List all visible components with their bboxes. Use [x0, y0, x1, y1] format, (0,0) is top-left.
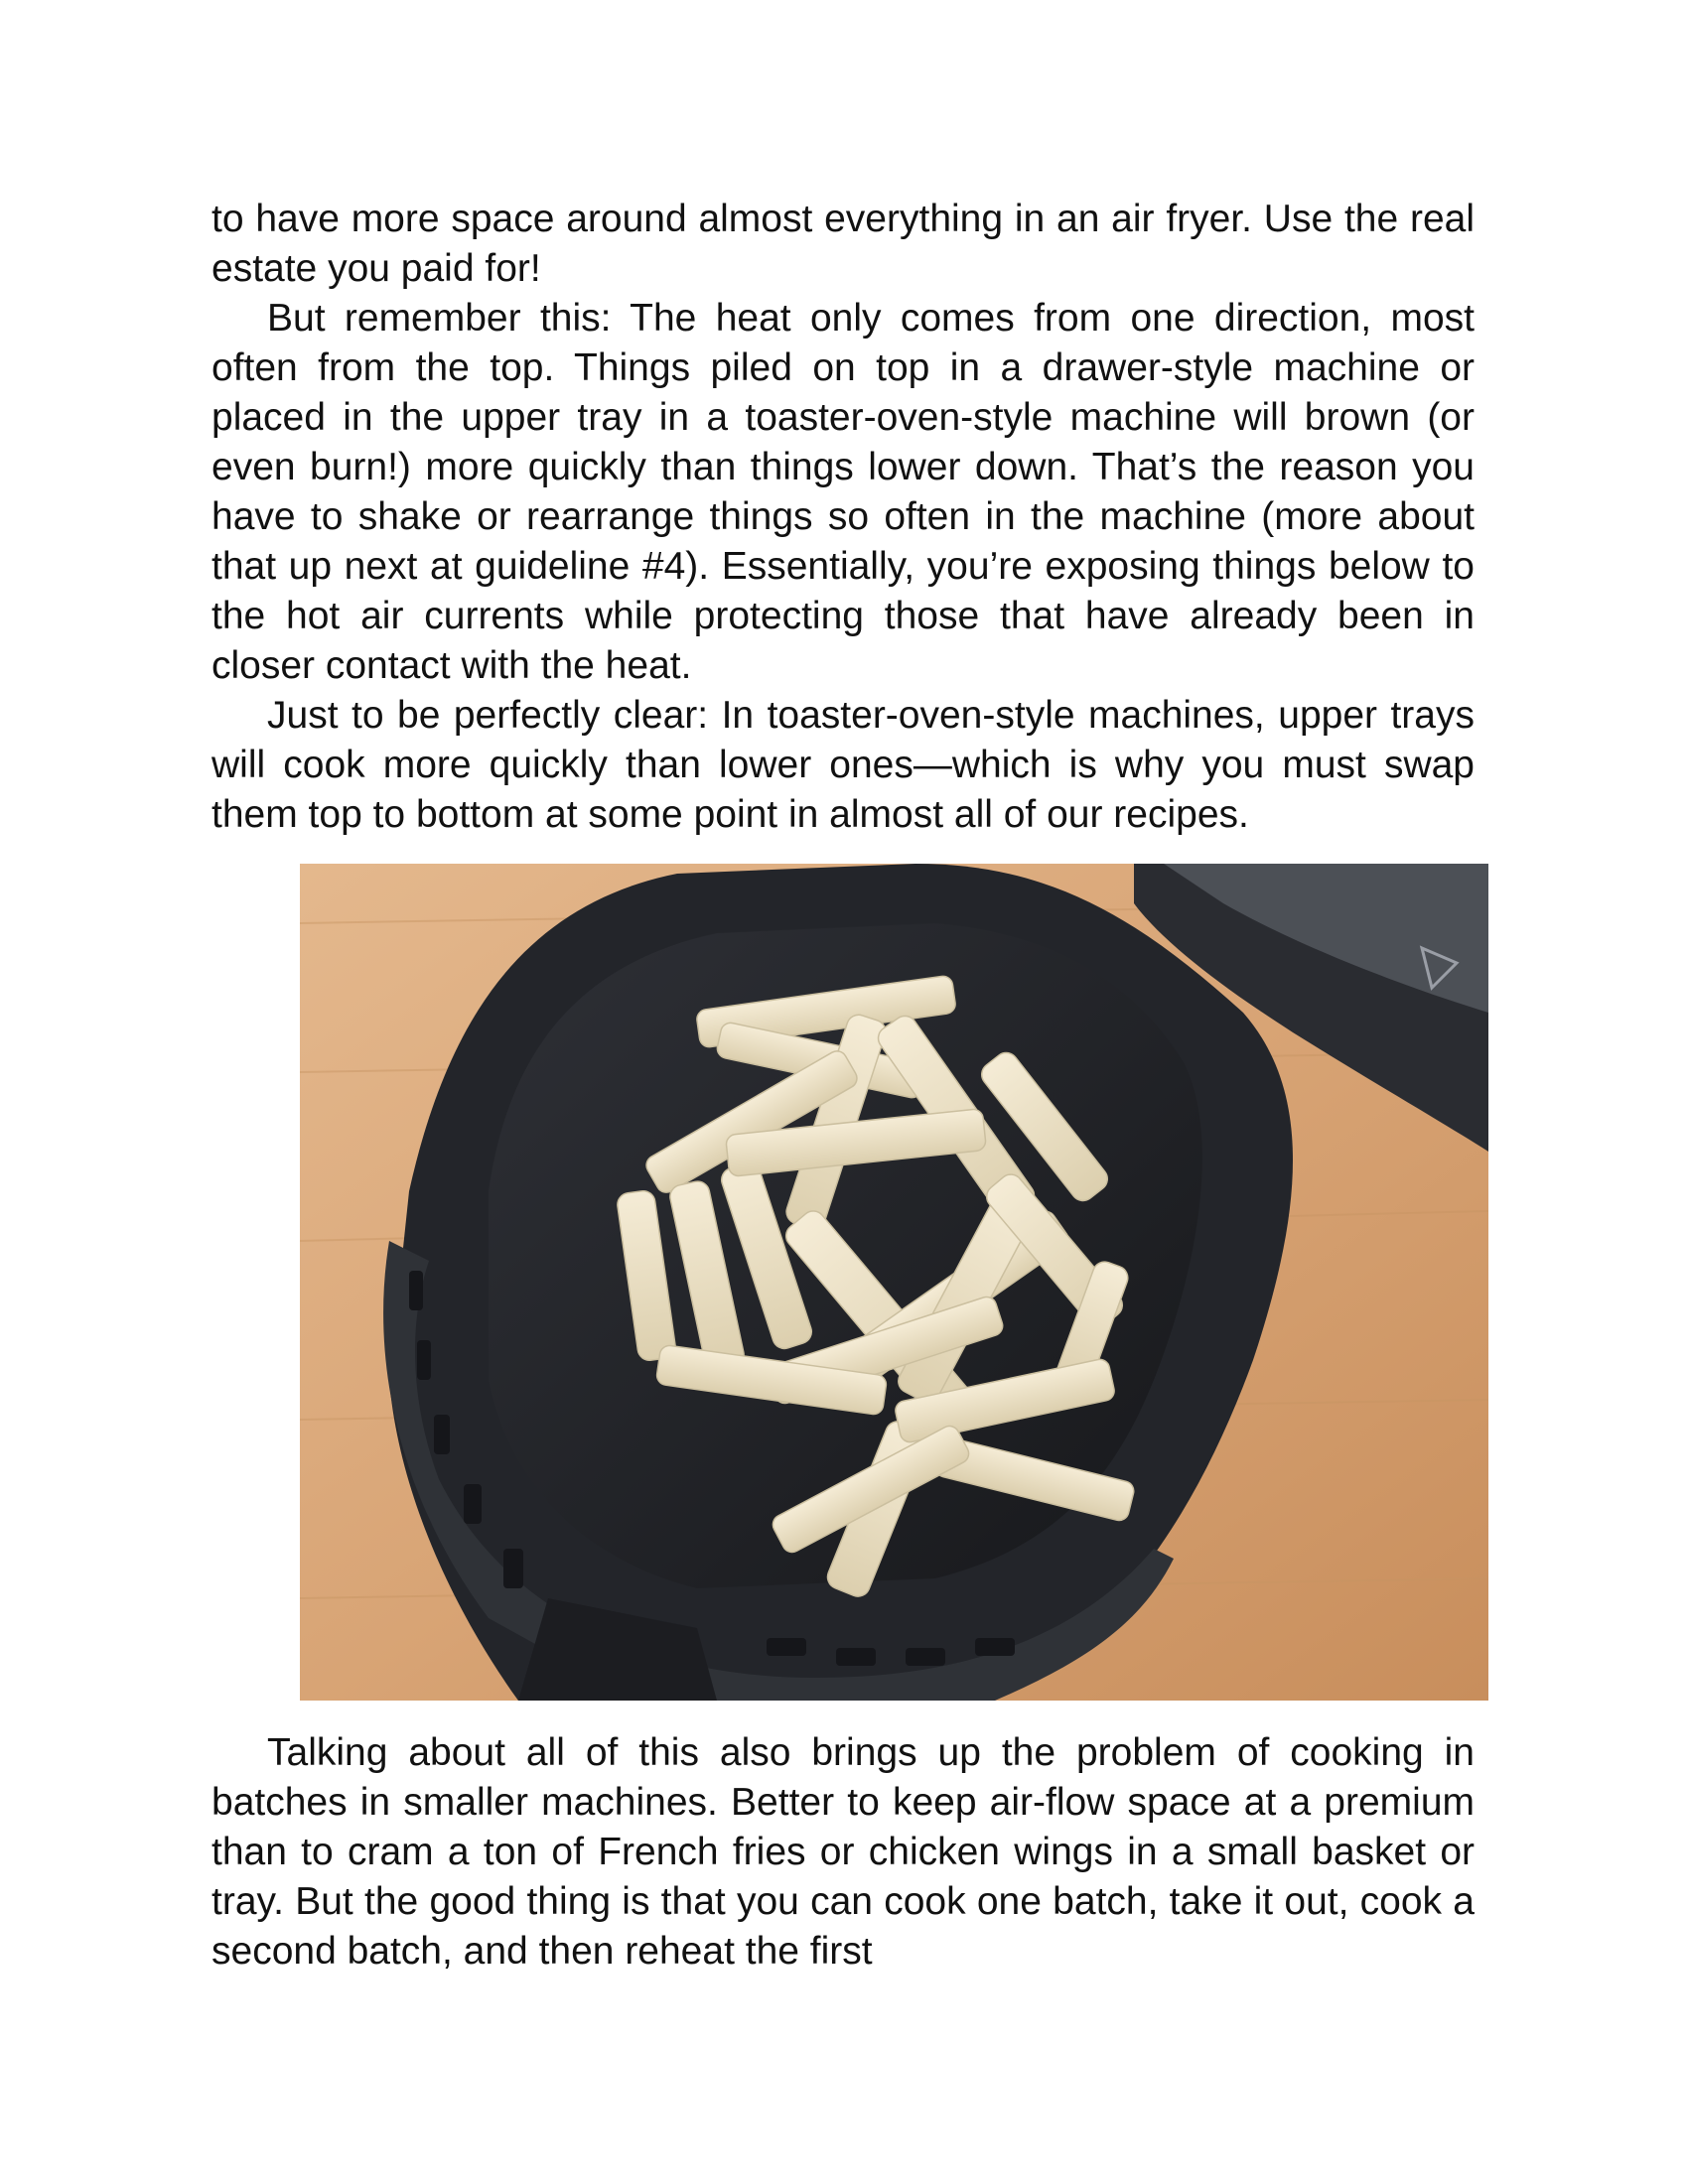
paragraph-cooking-batches: Talking about all of this also brings up the problem of cooking in batches in smaller machines. Better to keep air-flow space at a premium than to cram a ton of French fries or chicken wings in a small basket or tray. But the good thing is that you can cook one batch, take it out, cook a second batch, and then reheat the first — [211, 1731, 1475, 1973]
text-block-bottom — [211, 1728, 1475, 1977]
paragraph-continuation: to have more space around almost everything in an air fryer. Use the real estate you paid for! — [211, 198, 1475, 290]
text-block-top — [211, 195, 1475, 840]
paragraph-heat-direction: But remember this: The heat only comes from one direction, most often from the top. Things piled on top in a drawer-style machine or placed in the upper tray in a toaster-oven-style machine will brown (or even burn!) more quickly than things lower down. That’s the reason you have to shake or rearrange things so often in the machine (more about that up next at guideline #4). Essentially, you’re exposing things below to the hot air currents while protecting those that have already been in closer contact with the heat. — [211, 297, 1475, 687]
paragraph-toaster-trays: Just to be perfectly clear: In toaster-oven-style machines, upper trays will cook more quickly than lower ones—which is why you must swap them top to bottom at some point in almost all of our recipes. — [211, 694, 1475, 836]
air-fryer-basket-photo — [300, 864, 1488, 1701]
